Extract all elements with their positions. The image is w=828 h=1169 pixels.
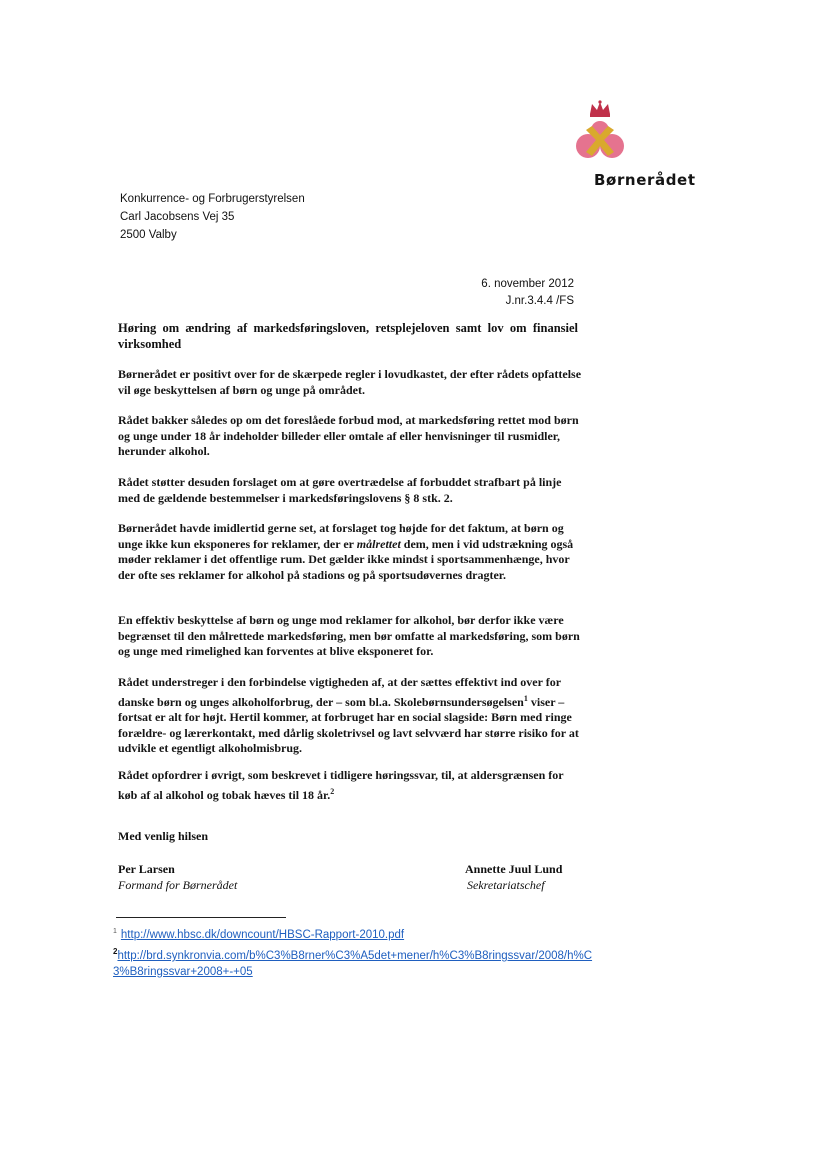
borneraadet-logo-icon [568,100,632,166]
footnote-ref: 2 [330,786,335,796]
body-text: Rådet understreger i den forbindelse vigtigheden af, at der sættes effektivt ind over for danske børn og unges alkoholforbrug, der – som bl.a. Skolebørnsundersøgelsen [118,675,561,709]
brand-name: Børnerådet [594,171,696,189]
footnote-2 [113,944,593,980]
date-block [481,276,574,310]
footnote-1-link[interactable]: http://www.hbsc.dk/downcount/HBSC-Rapport-2010.pdf [120,928,405,941]
body-paragraph: Rådet støtter desuden forslaget om at gøre overtrædelse af forbuddet strafbart på linje med de gældende bestemmelser i markedsføringslovens § 8 stk. 2. [118,475,562,505]
footnote-2-link[interactable]: http://brd.synkronvia.com/b%C3%B8rner%C3%A5det+mener/h%C3%B8ringssvar/2008/h%C3%B8ringssvar+2008+-+05 [113,949,593,978]
emphasis-text: målrettet [356,536,401,551]
closing-greeting: Med venlig hilsen [118,829,209,843]
letter-date: 6. november 2012 [481,278,574,290]
recipient-address [120,190,305,244]
footnote-ref: 1 [523,693,528,703]
signature-left [118,861,237,893]
signatory-title: Sekretariatschef [467,878,545,892]
footnote-divider [116,917,286,918]
body-paragraph: Rådet bakker således op om det foreslåede forbud mod, at markedsføring rettet mod børn og unge under 18 år indeholder billeder eller omtale af eller henvisninger til rusmidler, herunder alkohol. [118,413,579,458]
signature-right [465,861,562,893]
body-paragraph: En effektiv beskyttelse af børn og unge mod reklamer for alkohol, bør derfor ikke være begrænset til den målrettede markedsføring, men bør omfatte al markedsføring, som børn og unge med rimelighed kan forventes at blive eksponeret for. [118,613,580,658]
journal-number: J.nr.3.4.4 /FS [505,295,574,307]
signatory-title: Formand for Børnerådet [118,878,238,892]
body-text: dem, men i vid udstrækning også møder reklamer i det offentlige rum. Det gælder ikke mindst i sportsammenhænge, hvor der ofte ses reklamer for alkohol på stadions og på sportsudøvernes dragter. [118,536,574,582]
body-paragraph [118,675,583,757]
body-paragraph [118,768,583,803]
footnote-mark: 1 [113,928,117,935]
signatory-name: Per Larsen [118,862,175,876]
body-paragraph: Børnerådet er positivt over for de skærpede regler i lovudkastet, der efter rådets opfattelse vil øge beskyttelsen af børn og unge på området. [118,367,582,397]
body-paragraph [118,521,583,583]
letter-subject: Høring om ændring af markedsføringsloven, retsplejeloven samt lov om finansiel virksomhed [118,321,578,351]
body-text: viser – fortsat er alt for højt. Hertil kommer, at forbruget har en social slagside: Børn med ringe forældre- og lærerkontakt, med dårlig skoletrivsel og lavt selvværd har større risiko for at udvikle et egentligt alkoholmisbrug. [118,694,579,755]
body-text: Børnerådet havde imidlertid gerne set, at forslaget tog højde for det faktum, at børn og unge ikke kun eksponeres for reklamer, der er [118,521,564,551]
body-text: Rådet opfordrer i øvrigt, som beskrevet i tidligere høringssvar, til, at aldersgrænsen for køb af al alkohol og tobak hæves til 18 år. [118,768,564,802]
recipient-line: Carl Jacobsens Vej 35 [120,211,235,223]
footnote-mark: 2 [113,947,118,956]
recipient-line: 2500 Valby [120,229,177,241]
recipient-line: Konkurrence- og Forbrugerstyrelsen [120,193,305,205]
footnote-1 [113,924,404,943]
signatory-name: Annette Juul Lund [465,862,563,876]
crown-icon [590,100,610,117]
